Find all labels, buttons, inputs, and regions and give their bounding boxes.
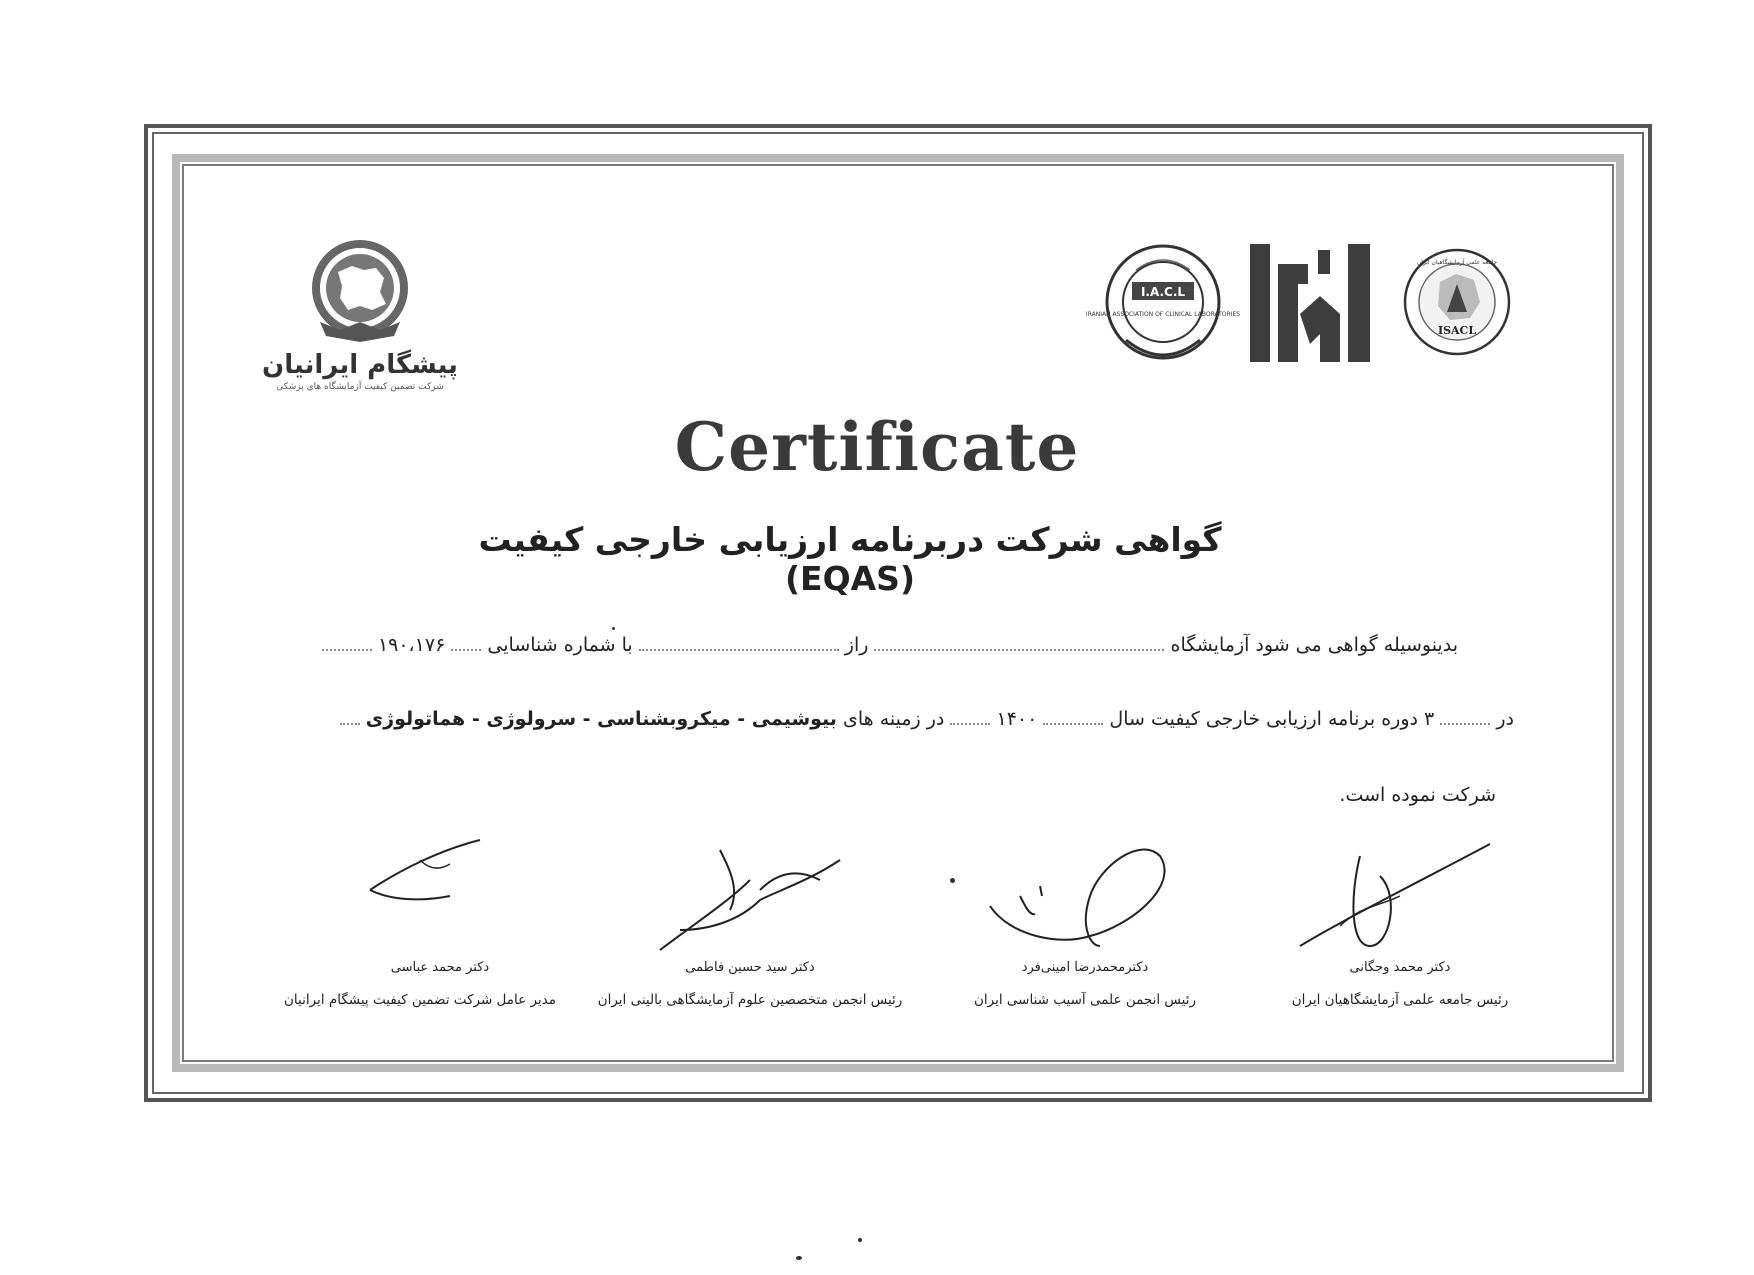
speck [796, 1256, 802, 1260]
year-dots [1043, 709, 1103, 725]
iacl-logo-label: I.A.C.L [1140, 285, 1186, 299]
line1-mid: با شماره شناسایی [487, 634, 633, 656]
year-value: ۱۴۰۰ [996, 708, 1038, 730]
fields-dots [340, 709, 360, 725]
pishgam-logo-tagline: شرکت تضمین کیفیت آزمایشگاه های پزشکی [276, 382, 444, 392]
lab-name-value: راز [844, 634, 869, 656]
signature-4 [360, 830, 500, 910]
isacl-logo-ring-text: جامعه علمی آزمایشگاهیان ایران [1416, 259, 1498, 266]
signatory-4-name: دکتر محمد عباسی [390, 960, 490, 975]
lab-name-dots-2 [639, 635, 839, 651]
isacl-logo-icon [1400, 242, 1514, 366]
speck [950, 878, 955, 883]
id-dots [451, 635, 481, 651]
signatory-4-title: مدیر عامل شرکت تضمین کیفیت پیشگام ایرانیان [284, 992, 556, 1008]
signatory-1-name: دکتر محمد وجگانی [1349, 960, 1451, 975]
iacl-logo-ring-text: IRANIAN ASSOCIATION OF CLINICAL LABORATORIES [1085, 311, 1241, 318]
iaba-logo-icon [1248, 244, 1380, 364]
body-line-1 [322, 634, 1458, 656]
pishgam-logo-name: پیشگام ایرانیان [262, 350, 458, 380]
fields-value: بیوشیمی - میکروبشناسی - سرولوژی - هماتولوژی [365, 708, 837, 730]
rounds-dots [1440, 709, 1490, 725]
id-number-value: ۱۹۰،۱۷۶ [377, 634, 446, 656]
signatory-1-title: رئیس جامعه علمی آزمایشگاهیان ایران [1291, 992, 1509, 1008]
year-dots-2 [950, 709, 990, 725]
fields-label: در زمینه های [842, 708, 945, 730]
iacl-logo-icon [1085, 240, 1241, 370]
certificate-subtitle: گواهی شرکت دربرنامه ارزیابی خارجی کیفیت (EQAS) [478, 520, 1222, 598]
signatory-2-title: رئیس انجمن علمی آسیب شناسی ایران [974, 992, 1196, 1008]
page-title: Certificate [674, 408, 1080, 486]
lab-name-dots [874, 635, 1164, 651]
signatory-3-name: دکتر سید حسین فاطمی [685, 960, 815, 975]
isacl-logo-label: ISACL [1437, 324, 1477, 337]
speck [858, 1238, 862, 1242]
id-dots-2 [322, 635, 372, 651]
signature-2 [980, 836, 1190, 956]
signature-3 [650, 830, 850, 960]
line2-mid: دوره برنامه ارزیابی خارجی کیفیت سال [1109, 708, 1418, 730]
body-line-2 [340, 708, 1514, 730]
rounds-value: ۳ [1424, 708, 1435, 730]
signatory-2-name: دکترمحمدرضا امینی‌فرد [1021, 960, 1149, 975]
line1-prefix: بدینوسیله گواهی می شود آزمایشگاه [1170, 634, 1458, 656]
speck [612, 627, 615, 630]
line2-prefix: در [1496, 708, 1514, 730]
signatory-3-title: رئیس انجمن متخصصین علوم آزمایشگاهی بالینی ایران [597, 992, 903, 1008]
body-line-3: شرکت نموده است. [1339, 784, 1496, 806]
signature-1 [1290, 836, 1510, 956]
